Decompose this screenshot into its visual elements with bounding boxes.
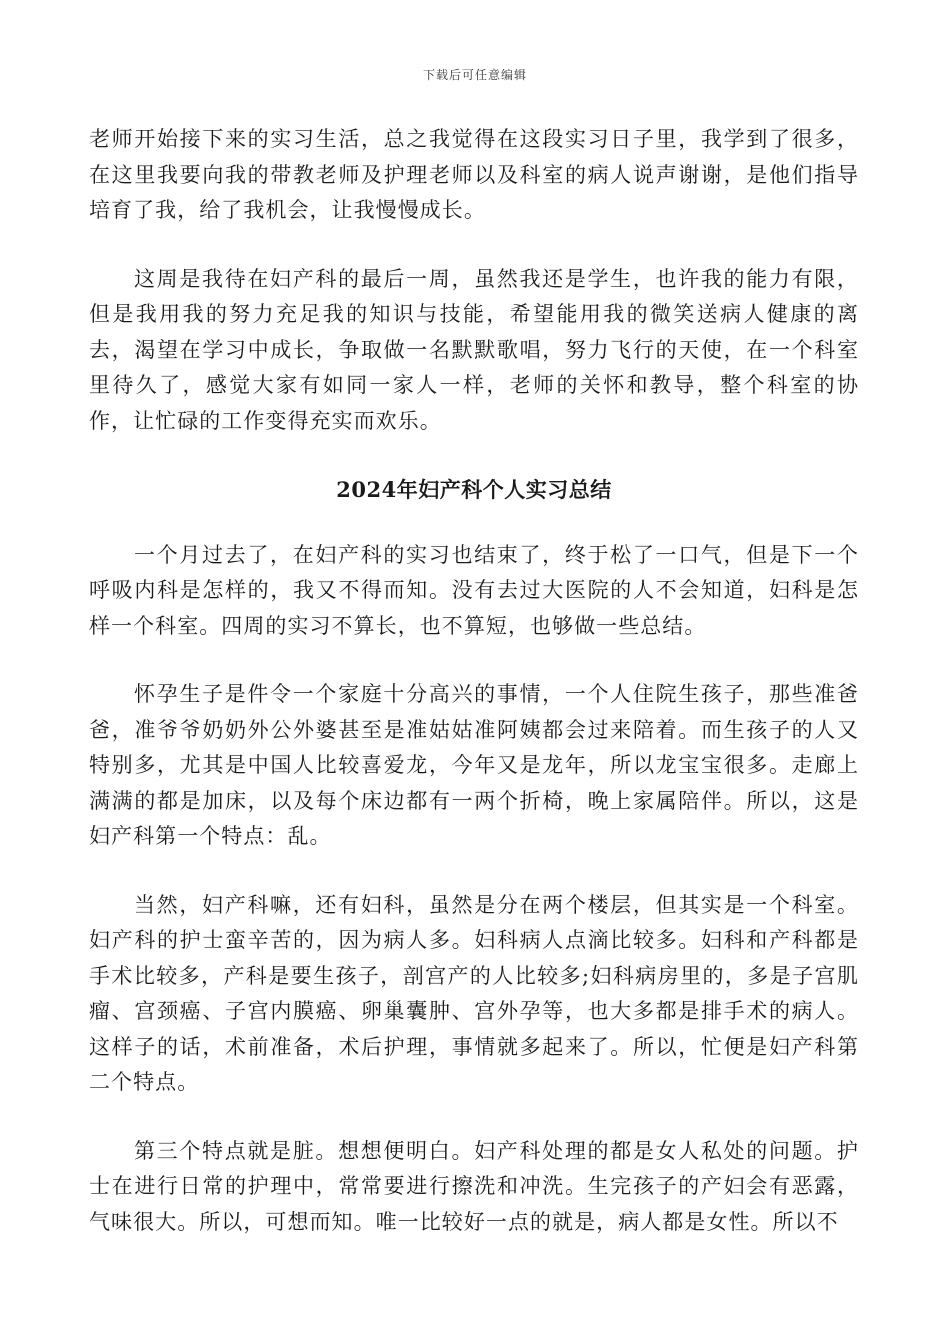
paragraph-gap: [89, 508, 859, 538]
paragraph-gap: [89, 644, 859, 677]
paragraph-gap: [89, 229, 859, 262]
paragraph-gap: [89, 1101, 859, 1134]
paragraph-gap: [89, 855, 859, 888]
paragraph: 第三个特点就是脏。想想便明白。妇产科处理的都是女人私处的问题。护士在进行日常的护理中，常常要进行擦洗和冲洗。生完孩子的产妇会有恶露，气味很大。所以，可想而知。唯一比较好一点的就是，病人都是女性。所以不: [89, 1138, 859, 1234]
header-note: 下载后可任意编辑: [422, 68, 527, 82]
paragraph: 怀孕生子是件令一个家庭十分高兴的事情，一个人住院生孩子，那些准爸爸，准爷爷奶奶外公外婆甚至是准姑姑准阿姨都会过来陪着。而生孩子的人又特别多，尤其是中国人比较喜爱龙，今年又是龙年，所以龙宝宝很多。走廊上满满的都是加床，以及每个床边都有一两个折椅，晚上家属陪伴。所以，这是妇产科第一个特点：乱。: [89, 682, 859, 848]
paragraph: 一个月过去了，在妇产科的实习也结束了，终于松了一口气，但是下一个呼吸内科是怎样的，我又不得而知。没有去过大医院的人不会知道，妇科是怎样一个科室。四周的实习不算长，也不算短，也够做一些总结。: [89, 542, 859, 638]
paragraph: 当然，妇产科嘛，还有妇科，虽然是分在两个楼层，但其实是一个科室。妇产科的护士蛮辛苦的，因为病人多。妇科病人点滴比较多。妇科和产科都是手术比较多，产科是要生孩子，剖宫产的人比较多;妇科病房里的，多是子宫肌瘤、宫颈癌、子宫内膜癌、卵巢囊肿、宫外孕等，也大多都是排手术的病人。这样子的话，术前准备，术后护理，事情就多起来了。所以，忙便是妇产科第二个特点。: [89, 892, 859, 1094]
section-title: 2024年妇产科个人实习总结: [336, 477, 612, 502]
document-body: [89, 122, 859, 1240]
paragraph-gap: [89, 439, 859, 472]
paragraph-continued: 老师开始接下来的实习生活，总之我觉得在这段实习日子里，我学到了很多，在这里我要向我的带教老师及护理老师以及科室的病人说声谢谢，是他们指导培育了我，给了我机会，让我慢慢成长。: [89, 127, 859, 222]
paragraph: 这周是我待在妇产科的最后一周，虽然我还是学生，也许我的能力有限，但是我用我的努力充足我的知识与技能，希望能用我的微笑送病人健康的离去，渴望在学习中成长，争取做一名默默歌唱，努力飞行的天使，在一个科室里待久了，感觉大家有如同一家人一样，老师的关怀和教导，整个科室的协作，让忙碌的工作变得充实而欢乐。: [89, 266, 859, 433]
